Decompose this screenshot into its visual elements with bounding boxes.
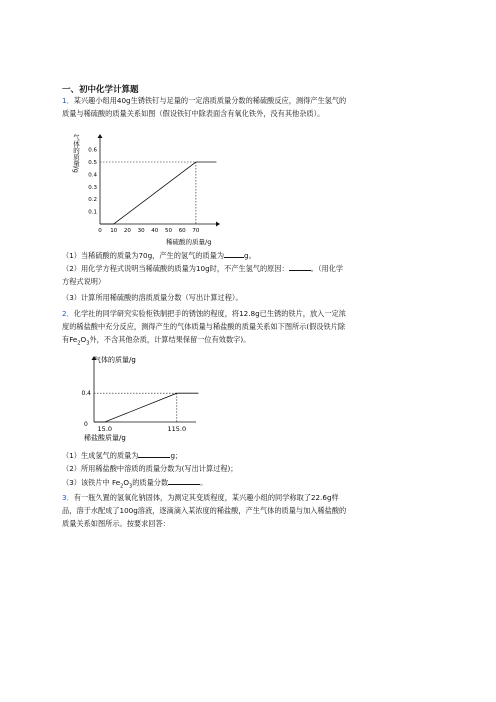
chart-2-y-tick-label: 0.4 [81, 390, 91, 398]
q2-formula-sub1: 2 [77, 340, 81, 347]
chart-1-x-tick-label: 40 [151, 228, 159, 234]
q3-number: 3． [62, 493, 74, 502]
chart-2-x-tick-label: 115.0 [167, 425, 187, 433]
q2-sub3-text2: 的质量分数 [132, 478, 169, 487]
chart-2-x-tick-label: 15.0 [97, 425, 113, 433]
q2-sub1-text: （1）生成氢气的质量为 [62, 451, 139, 460]
q2-stem-line3 [62, 333, 434, 350]
q1-sub1 [62, 249, 434, 262]
q2-formula-o: O [80, 335, 87, 344]
chart-1-x-tick-label: 30 [137, 228, 145, 234]
chart-2-origin-label: 0 [84, 421, 88, 428]
chart-2-series-line [94, 393, 198, 422]
q1-sub2-line1 [62, 262, 434, 275]
chart-1-x-tick-label: 20 [123, 228, 131, 234]
q2-sub3-end: 。 [200, 478, 208, 487]
q1-number: 1． [62, 96, 74, 105]
chart-1-x-tick-label: 50 [165, 228, 172, 234]
q2-formula-sub2: 3 [86, 340, 90, 347]
q3-text-line1: 有一瓶久置的氢氧化钠固体，为测定其变质程度，某兴趣小组的同学称取了22.6g样 [73, 493, 339, 502]
q2-sub3-o: O [123, 478, 130, 487]
chart-1-y-tick-label: 0.1 [88, 209, 97, 216]
q2-sub3-sub2: 3 [129, 483, 133, 490]
chart-1-plot [72, 133, 220, 246]
chart-1-x-arrow [216, 222, 220, 227]
q2-sub3-blank[interactable] [168, 476, 200, 485]
chart-1-y-tick-label: 0.2 [88, 197, 97, 204]
chart-2-plot [81, 355, 198, 442]
chart-1-x-tick-label: 70 [192, 228, 200, 234]
q2-stem-line2: 度的稀盐酸中充分反应，测得产生的气体质量与稀盐酸的质量关系如下图所示(假设铁片除 [62, 322, 346, 331]
q2-stem-line1 [62, 307, 434, 320]
q1-text-line1: 某兴趣小组用40g生锈铁钉与足量的一定溶质质量分数的稀硫酸反应，测得产生氢气的 [73, 96, 347, 105]
q1-sub1-blank[interactable] [224, 249, 244, 258]
q2-number: 2． [62, 309, 74, 318]
q1-sub2-blank[interactable] [289, 262, 311, 271]
q1-sub3: （3）计算所用稀硫酸的溶质质量分数（写出计算过程）。 [62, 293, 243, 302]
chart-1-x-tick-label: 0 [98, 228, 102, 234]
chart-2-y-label: 气体的质量/g [94, 356, 136, 364]
q2-sub2: （2）所用稀盐酸中溶质的质量分数为(写出计算过程)； [62, 464, 238, 473]
q2-formula-fe: 有Fe [62, 335, 78, 344]
chart-2-x-label: 稀盐酸质量/g [84, 434, 126, 442]
q2-sub3-sub1: 2 [120, 483, 124, 490]
q1-sub2-line2: 方程式说明） [62, 277, 106, 286]
q3-stem-line1 [62, 491, 434, 504]
chart-1-y-tick-label: 0.4 [88, 172, 97, 179]
q1-sub2-text: （2）用化学方程式说明当稀硫酸的质量为10g时，不产生氢气的原因： [62, 264, 289, 273]
chart-1-y-tick-label: 0.5 [88, 160, 97, 166]
chart-1-x-tick-label: 10 [110, 228, 118, 234]
chart-1-y-label: 气体的质量/g [72, 134, 80, 173]
q2-text-line3: 外，不含其他杂质，计算结果保留一位有效数字)。 [89, 335, 251, 344]
chart-1-y-arrow [98, 134, 103, 138]
chart-1 [70, 126, 220, 248]
chart-2 [70, 352, 200, 447]
q3-stem-line3: 质量关系如图所示。按要求回答： [62, 519, 170, 528]
section-title: 一、初中化学计算题 [62, 85, 139, 95]
q1-stem-line2: 质量与稀硫酸的质量关系如图（假设铁钉中除表面含有氧化铁外，没有其他杂质）。 [62, 109, 325, 118]
q3-stem-line2: 品，溶于水配成了100g溶液，逐滴滴入某浓度的稀盐酸，产生气体的质量与加入稀盐酸的 [62, 506, 347, 515]
chart-1-x-label: 稀硫酸的质量/g [166, 238, 212, 246]
q2-text-line1: 化学社的同学研究实验柜铁制把手的锈蚀的程度，将12.8g已生锈的铁片，放入一定浓 [73, 309, 346, 318]
q1-sub1-unit: g。 [244, 251, 256, 260]
q1-stem-line1 [62, 94, 434, 107]
q2-sub1 [62, 449, 434, 462]
chart-1-y-tick-label: 0.6 [88, 147, 97, 154]
q2-sub1-blank[interactable] [138, 449, 170, 458]
q2-sub1-unit: g； [170, 451, 183, 460]
chart-1-x-tick-label: 60 [178, 228, 186, 234]
q1-sub2-tail: 。（用化学 [310, 264, 344, 273]
chart-1-series-line [100, 162, 216, 224]
chart-1-y-tick-label: 0.3 [88, 184, 97, 191]
q2-sub3-text: （3）该铁片中 Fe [62, 478, 121, 487]
q1-sub1-text: （1）当稀硫酸的质量为70g，产生的氢气的质量为 [62, 251, 225, 260]
